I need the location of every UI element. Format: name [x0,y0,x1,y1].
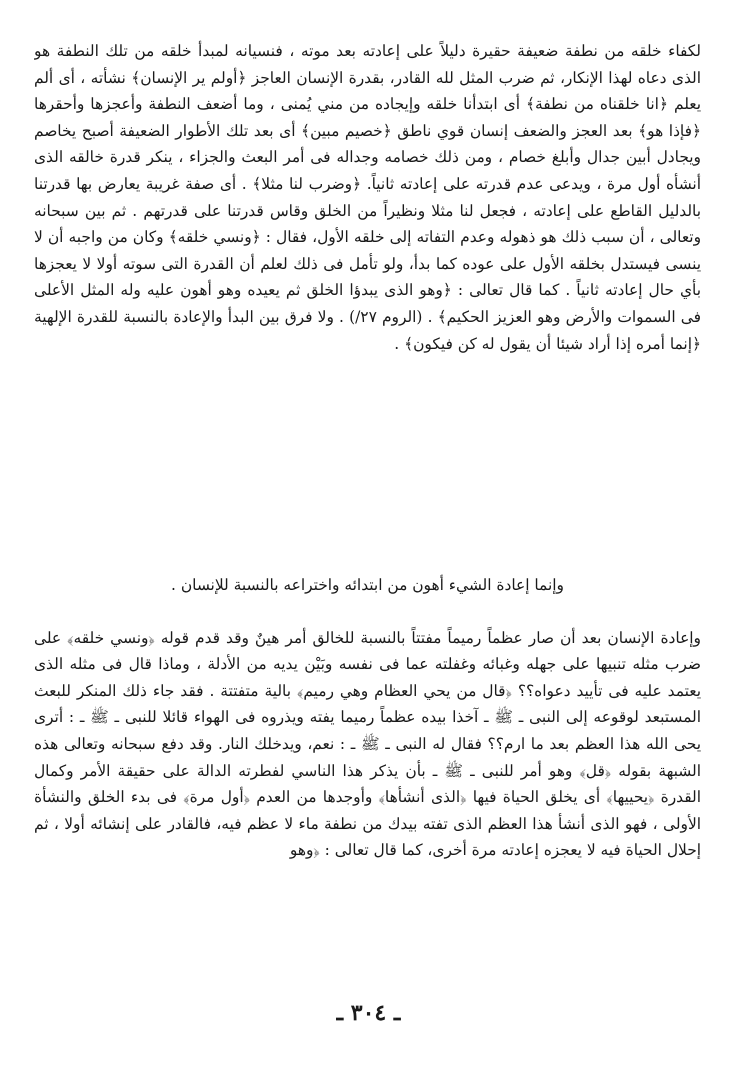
paragraph-1: لكفاء خلقه من نطفة ضعيفة حقيرة دليلاً على إعادته بعد موته ، فنسيانه لمبدأ خلقه من تلك النطفة هو الذى دعاه لهذا الإنكار، ثم ضرب المثل لله القادر، بقدرة الإنسان العاجز ﴿أولم ير الإنسان﴾ نشأته ، أى ألم يعلم ﴿انا خلقناه من نطفة﴾ أى ابتدأنا خلقه وإيجاده من مني يُمنى ، وما أضعف النطفة وأعجزها وأحقرها ﴿فإذا هو﴾ بعد العجز والضعف إنسان قوي ناطق ﴿خصيم مبين﴾ أى بعد تلك الأطوار الضعيفة أصبح يخاصم ويجادل أبين جدال وأبلغ خصام ، ومن ذلك خصامه وجداله فى أمر البعث والجزاء ، ينكر قدرة خالقه الذى أنشأه أول مرة ، ويدعى عدم قدرته على إعادته ثانياً. ﴿وضرب لنا مثلا﴾ . أى صفة غريبة يعارض بها قدرتنا بالدليل القاطع على إعادته ، فجعل لنا مثلا ونظيراً من الخلق وقاس قدرتنا على قدرتهم . ثم بين سبحانه وتعالى ، أن سبب ذلك هو ذهوله وعدم التفاته إلى خلقه الأول، فقال : ﴿ونسي خلقه﴾ وكان من واجبه أن لا ينسى فيستدل بخلقه الأول على عوده كما بدأ، ولو تأمل فى ذلك لعلم أن القدرة التى سوته أولا لا يعجزها بأي حال إعادته ثانياً . كما قال تعالى : ﴿وهو الذى يبدؤا الخلق ثم يعيده وهو أهون عليه وله المثل الأعلى فى السموات والأرض وهو العزيز الحكيم﴾ . (الروم ٢٧/) . ولا فرق بين البدأ والإعادة بالنسبة للقدرة الإلهية ﴿إنما أمره إذا أراد شيئا أن يقول له كن فيكون﴾ . [34,42,701,353]
paragraph-2: وإنما إعادة الشيء أهون من ابتدائه واختراعه بالنسبة للإنسان . [171,576,564,594]
page-number: ـ ٣٠٤ ـ [336,1000,401,1026]
page-body [34,38,701,955]
paragraph-3: وإعادة الإنسان بعد أن صار عظماً رميماً مفتتاً بالنسبة للخالق أمر هينٌ وقد قدم قوله ﴿ونسي خلقه﴾ على ضرب مثله تنبيها على جهله وغبائه وغفلته عما فى نفسه وبَيْن يديه من الأدلة ، وماذا قال فى مثله الذى يعتمد عليه فى تأييد دعواه؟؟ ﴿قال من يحي العظام وهي رميم﴾ بالية متفتتة . فقد جاء ذلك المنكر للبعث المستبعد لوقوعه إلى النبى ـ ﷺ ـ آخذا بيده عظماً رميما يفته ويذروه فى الهواء قائلا للنبى ـ ﷺ ـ : أترى يحى الله هذا العظم بعد ما ارم؟؟ فقال له النبى ـ ﷺ ـ : نعم، ويدخلك النار. وقد دفع سبحانه وتعالى هذه الشبهة بقوله ﴿قل﴾ وهو أمر للنبى ـ ﷺ ـ بأن يذكر هذا الناسي لفطرته الدالة على حقيقة الأمر وكمال القدرة ﴿يحييها﴾ أى يخلق الحياة فيها ﴿الذى أنشأها﴾ وأوجدها من العدم ﴿أول مرة﴾ فى بدء الخلق والنشأة الأولى ، فهو الذى أنشأ هذا العظم الذى تفته بيدك من نطفة ماء لا عظم فيه، فالقادر على إنشائه أولا ، ثم إحلال الحياة فيه لا يعجزه إعادته مرة أخرى، كما قال تعالى : ﴿وهو [34,628,701,860]
